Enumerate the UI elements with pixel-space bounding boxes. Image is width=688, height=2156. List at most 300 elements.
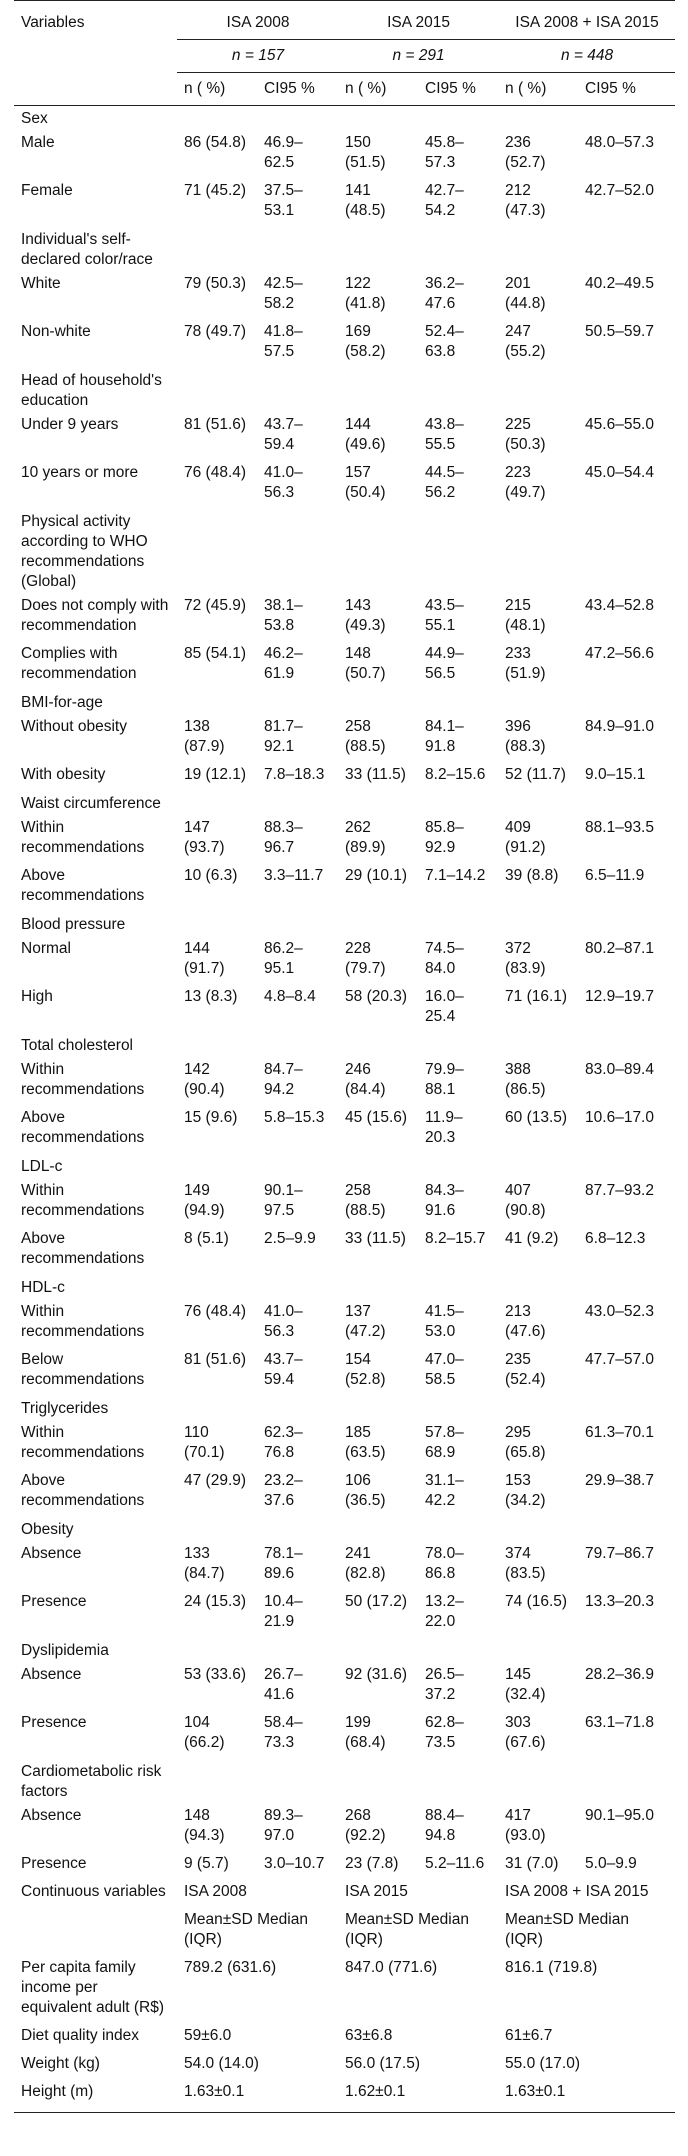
row-label: With obesity — [21, 766, 106, 783]
header-variables: Variables — [14, 1, 177, 40]
cell-count-percent: 409 (91.2) — [505, 819, 546, 856]
cell-count-percent: 148 (94.3) — [184, 1807, 225, 1844]
table-row — [14, 1590, 675, 1638]
table-row — [14, 131, 675, 179]
category-row — [14, 1759, 675, 1804]
cell-continuous-value: 55.0 (17.0) — [505, 2055, 580, 2072]
table-row — [14, 413, 675, 461]
cell-ci95: 83.0–89.4 — [585, 1061, 654, 1078]
cell-count-percent: 29 (10.1) — [345, 867, 408, 884]
row-label: Complies with recommendation — [21, 645, 137, 682]
category-label: Head of household's education — [21, 372, 162, 409]
row-label: Absence — [21, 1666, 82, 1683]
cell-count-percent: 138 (87.9) — [184, 718, 225, 755]
row-label: Without obesity — [21, 718, 127, 735]
cell-ci95: 74.5–84.0 — [425, 940, 464, 977]
cell-count-percent: 110 (70.1) — [184, 1424, 225, 1461]
cell-ci95: 79.7–86.7 — [585, 1545, 654, 1562]
cell-ci95: 13.2–22.0 — [425, 1593, 464, 1630]
cell-ci95: 41.5–53.0 — [425, 1303, 464, 1340]
table-row — [14, 1300, 675, 1348]
cell-count-percent: 262 (89.9) — [345, 819, 386, 856]
cell-ci95: 26.5–37.2 — [425, 1666, 464, 1703]
category-row — [14, 690, 675, 715]
cell-ci95: 3.3–11.7 — [264, 867, 324, 884]
cell-count-percent: 407 (90.8) — [505, 1182, 546, 1219]
cell-ci95: 9.0–15.1 — [585, 766, 646, 783]
cell-count-percent: 233 (51.9) — [505, 645, 546, 682]
cell-ci95: 88.1–93.5 — [585, 819, 654, 836]
cell-count-percent: 235 (52.4) — [505, 1351, 546, 1388]
cell-ci95: 44.9–56.5 — [425, 645, 464, 682]
cell-ci95: 8.2–15.7 — [425, 1230, 486, 1247]
cell-count-percent: 92 (31.6) — [345, 1666, 408, 1683]
cell-ci95: 36.2–47.6 — [425, 275, 464, 312]
row-label: Continuous variables — [21, 1883, 166, 1900]
cell-count-percent: 145 (32.4) — [505, 1666, 546, 1703]
category-label: Individual's self-declared color/race — [21, 231, 153, 268]
cell-count-percent: 71 (45.2) — [184, 182, 247, 199]
cell-count-percent: 71 (16.1) — [505, 988, 568, 1005]
table-row — [14, 1542, 675, 1590]
column-label-row — [14, 73, 675, 106]
row-label: Diet quality index — [21, 2027, 140, 2044]
cell-count-percent: 79 (50.3) — [184, 275, 247, 292]
cell-ci95: 46.9–62.5 — [264, 134, 303, 171]
category-row — [14, 912, 675, 937]
category-row — [14, 509, 675, 594]
cell-count-percent: 199 (68.4) — [345, 1714, 386, 1751]
cell-count-percent: 201 (44.8) — [505, 275, 546, 312]
row-label: Absence — [21, 1545, 82, 1562]
cell-ci95: 89.3–97.0 — [264, 1807, 303, 1844]
cell-ci95: 45.8–57.3 — [425, 134, 464, 171]
cell-count-percent: 228 (79.7) — [345, 940, 386, 977]
cell-continuous-value: 63±6.8 — [345, 2027, 393, 2044]
row-label: Female — [21, 182, 73, 199]
cell-count-percent: 169 (58.2) — [345, 323, 386, 360]
cell-ci95: 43.4–52.8 — [585, 597, 654, 614]
cell-ci95: 28.2–36.9 — [585, 1666, 654, 1683]
cell-ci95: 47.0–58.5 — [425, 1351, 464, 1388]
row-label: Within recommendations — [21, 1182, 145, 1219]
cell-count-percent: 258 (88.5) — [345, 718, 386, 755]
cell-ci95: 52.4–63.8 — [425, 323, 464, 360]
cell-count-percent: 246 (84.4) — [345, 1061, 386, 1098]
cell-ci95: 43.8–55.5 — [425, 416, 464, 453]
cell-count-percent: 33 (11.5) — [345, 766, 406, 783]
category-label: HDL-c — [21, 1279, 65, 1296]
cell-count-percent: 144 (49.6) — [345, 416, 386, 453]
cell-continuous-value: 54.0 (14.0) — [184, 2055, 259, 2072]
cell-count-percent: 295 (65.8) — [505, 1424, 546, 1461]
cell-count-percent: 225 (50.3) — [505, 416, 546, 453]
row-label: Presence — [21, 1714, 87, 1731]
cell-continuous-value: 816.1 (719.8) — [505, 1959, 598, 1976]
cell-ci95: 43.5–55.1 — [425, 597, 464, 634]
table-body — [14, 106, 675, 2113]
cell-count-percent: 133 (84.7) — [184, 1545, 225, 1582]
cell-count-percent: 106 (36.5) — [345, 1472, 386, 1509]
cell-ci95: 81.7–92.1 — [264, 718, 303, 755]
cell-ci95: 43.7–59.4 — [264, 416, 303, 453]
cell-continuous-value: ISA 2008 + ISA 2015 — [505, 1883, 649, 1900]
cell-count-percent: 303 (67.6) — [505, 1714, 546, 1751]
n-isa2015: n = 291 — [338, 40, 498, 73]
cell-count-percent: 149 (94.9) — [184, 1182, 225, 1219]
cell-count-percent: 13 (8.3) — [184, 988, 238, 1005]
row-label: Within recommendations — [21, 819, 145, 856]
row-label — [14, 1908, 177, 1956]
cell-count-percent: 213 (47.6) — [505, 1303, 546, 1340]
cell-ci95: 11.9–20.3 — [425, 1109, 463, 1146]
cell-count-percent: 81 (51.6) — [184, 1351, 247, 1368]
table-row — [14, 1663, 675, 1711]
cell-ci95: 7.1–14.2 — [425, 867, 486, 884]
cell-ci95: 4.8–8.4 — [264, 988, 316, 1005]
table-container — [14, 0, 675, 2113]
cell-ci95: 78.1–89.6 — [264, 1545, 303, 1582]
cell-count-percent: 212 (47.3) — [505, 182, 546, 219]
cell-ci95: 26.7–41.6 — [264, 1666, 303, 1703]
row-label: Absence — [21, 1807, 82, 1824]
cell-ci95: 48.0–57.3 — [585, 134, 654, 151]
cell-continuous-value: 847.0 (771.6) — [345, 1959, 438, 1976]
cell-continuous-value: ISA 2008 — [184, 1883, 247, 1900]
cell-ci95: 87.7–93.2 — [585, 1182, 654, 1199]
cell-continuous-value: 789.2 (631.6) — [184, 1959, 277, 1976]
category-row — [14, 1275, 675, 1300]
continuous-row — [14, 2080, 675, 2113]
cell-ci95: 12.9–19.7 — [585, 988, 654, 1005]
row-label: Per capita family income per equivalent adult (R$) — [21, 1959, 165, 2016]
n-isa2008: n = 157 — [177, 40, 338, 73]
cell-count-percent: 122 (41.8) — [345, 275, 386, 312]
table-row — [14, 272, 675, 320]
col-npct: n ( %) — [338, 73, 418, 106]
cell-continuous-value: 1.62±0.1 — [338, 2080, 498, 2113]
row-label: Does not comply with recommendation — [21, 597, 169, 634]
cell-ci95: 10.6–17.0 — [585, 1109, 654, 1126]
cell-ci95: 90.1–97.5 — [264, 1182, 303, 1219]
cell-ci95: 42.5–58.2 — [264, 275, 303, 312]
cell-ci95: 5.8–15.3 — [264, 1109, 325, 1126]
table-row — [14, 1804, 675, 1852]
cell-count-percent: 58 (20.3) — [345, 988, 408, 1005]
cell-count-percent: 60 (13.5) — [505, 1109, 568, 1126]
cell-ci95: 63.1–71.8 — [585, 1714, 654, 1731]
category-label: Blood pressure — [21, 916, 126, 933]
col-ci: CI95 % — [257, 73, 338, 106]
table-row — [14, 642, 675, 690]
cell-ci95: 42.7–54.2 — [425, 182, 464, 219]
category-label: BMI-for-age — [21, 694, 103, 711]
cell-count-percent: 76 (48.4) — [184, 464, 247, 481]
cell-count-percent: 15 (9.6) — [184, 1109, 238, 1126]
category-label: Total cholesterol — [21, 1037, 134, 1054]
row-label: Within recommendations — [21, 1303, 145, 1340]
cell-ci95: 84.1–91.8 — [425, 718, 464, 755]
cell-count-percent: 185 (63.5) — [345, 1424, 386, 1461]
cell-count-percent: 148 (50.7) — [345, 645, 386, 682]
row-label: Within recommendations — [21, 1061, 145, 1098]
cell-ci95: 41.0–56.3 — [264, 1303, 303, 1340]
cell-count-percent: 153 (34.2) — [505, 1472, 546, 1509]
cell-count-percent: 241 (82.8) — [345, 1545, 386, 1582]
cell-continuous-value: Mean±SD Median (IQR) — [184, 1911, 308, 1948]
cell-count-percent: 47 (29.9) — [184, 1472, 247, 1489]
cell-ci95: 79.9–88.1 — [425, 1061, 464, 1098]
cell-ci95: 80.2–87.1 — [585, 940, 654, 957]
table-row — [14, 985, 675, 1033]
cell-ci95: 78.0–86.8 — [425, 1545, 464, 1582]
row-label: High — [21, 988, 53, 1005]
category-row — [14, 1517, 675, 1542]
cell-count-percent: 137 (47.2) — [345, 1303, 386, 1340]
cell-ci95: 84.9–91.0 — [585, 718, 654, 735]
cell-ci95: 50.5–59.7 — [585, 323, 654, 340]
cell-ci95: 47.7–57.0 — [585, 1351, 654, 1368]
cell-count-percent: 81 (51.6) — [184, 416, 247, 433]
cell-ci95: 62.3–76.8 — [264, 1424, 303, 1461]
cell-continuous-value: Mean±SD Median (IQR) — [505, 1911, 629, 1948]
cell-continuous-value: Mean±SD Median (IQR) — [345, 1911, 469, 1948]
table-row — [14, 1179, 675, 1227]
cell-ci95: 42.7–52.0 — [585, 182, 654, 199]
cell-ci95: 7.8–18.3 — [264, 766, 325, 783]
characteristics-table — [14, 0, 675, 2113]
table-row — [14, 594, 675, 642]
cell-ci95: 41.8–57.5 — [264, 323, 303, 360]
row-label: Above recommendations — [21, 1109, 145, 1146]
cell-count-percent: 236 (52.7) — [505, 134, 546, 171]
cell-count-percent: 154 (52.8) — [345, 1351, 386, 1388]
continuous-row — [14, 1880, 675, 1908]
continuous-row — [14, 1956, 675, 2024]
category-row — [14, 106, 675, 132]
table-row — [14, 715, 675, 763]
cell-count-percent: 23 (7.8) — [345, 1855, 399, 1872]
n-combined: n = 448 — [498, 40, 675, 73]
table-row — [14, 320, 675, 368]
cell-count-percent: 396 (88.3) — [505, 718, 546, 755]
cell-ci95: 84.3–91.6 — [425, 1182, 464, 1219]
cell-continuous-value: 1.63±0.1 — [177, 2080, 338, 2113]
cell-ci95: 84.7–94.2 — [264, 1061, 303, 1098]
table-row — [14, 1711, 675, 1759]
cell-count-percent: 76 (48.4) — [184, 1303, 247, 1320]
cell-count-percent: 39 (8.8) — [505, 867, 559, 884]
cell-ci95: 6.5–11.9 — [585, 867, 645, 884]
cell-ci95: 41.0–56.3 — [264, 464, 303, 501]
row-label: White — [21, 275, 61, 292]
category-label: Triglycerides — [21, 1400, 109, 1417]
cell-count-percent: 19 (12.1) — [184, 766, 247, 783]
cell-ci95: 37.5–53.1 — [264, 182, 303, 219]
cell-count-percent: 223 (49.7) — [505, 464, 546, 501]
cell-ci95: 8.2–15.6 — [425, 766, 486, 783]
cell-ci95: 46.2–61.9 — [264, 645, 303, 682]
category-label: Physical activity according to WHO recommendations (Global) — [21, 513, 148, 590]
cell-ci95: 43.0–52.3 — [585, 1303, 654, 1320]
cell-count-percent: 144 (91.7) — [184, 940, 225, 977]
cell-count-percent: 74 (16.5) — [505, 1593, 568, 1610]
cell-count-percent: 268 (92.2) — [345, 1807, 386, 1844]
cell-count-percent: 50 (17.2) — [345, 1593, 408, 1610]
cell-ci95: 40.2–49.5 — [585, 275, 654, 292]
row-label: Height (m) — [14, 2080, 177, 2113]
cell-ci95: 2.5–9.9 — [264, 1230, 316, 1247]
cell-count-percent: 147 (93.7) — [184, 819, 225, 856]
row-label: Above recommendations — [21, 1472, 145, 1509]
cell-ci95: 3.0–10.7 — [264, 1855, 325, 1872]
category-row — [14, 1033, 675, 1058]
continuous-row — [14, 2024, 675, 2052]
cell-continuous-value: 1.63±0.1 — [498, 2080, 675, 2113]
row-label: Non-white — [21, 323, 91, 340]
cell-ci95: 88.4–94.8 — [425, 1807, 464, 1844]
cell-ci95: 16.0–25.4 — [425, 988, 464, 1025]
cell-count-percent: 8 (5.1) — [184, 1230, 229, 1247]
cell-count-percent: 41 (9.2) — [505, 1230, 559, 1247]
cell-ci95: 31.1–42.2 — [425, 1472, 464, 1509]
cell-count-percent: 85 (54.1) — [184, 645, 247, 662]
cell-count-percent: 150 (51.5) — [345, 134, 386, 171]
table-row — [14, 816, 675, 864]
row-label: Above recommendations — [21, 1230, 145, 1267]
cell-count-percent: 258 (88.5) — [345, 1182, 386, 1219]
cell-count-percent: 388 (86.5) — [505, 1061, 546, 1098]
col-npct: n ( %) — [177, 73, 257, 106]
cell-continuous-value: 61±6.7 — [505, 2027, 553, 2044]
header-row — [14, 1, 675, 40]
cell-ci95: 62.8–73.5 — [425, 1714, 464, 1751]
cell-count-percent: 78 (49.7) — [184, 323, 247, 340]
cell-ci95: 86.2–95.1 — [264, 940, 303, 977]
table-row — [14, 1469, 675, 1517]
table-row — [14, 1852, 675, 1880]
table-row — [14, 937, 675, 985]
cell-count-percent: 215 (48.1) — [505, 597, 546, 634]
cell-ci95: 85.8–92.9 — [425, 819, 464, 856]
cell-ci95: 38.1–53.8 — [264, 597, 303, 634]
table-row — [14, 864, 675, 912]
cell-continuous-value: ISA 2015 — [345, 1883, 408, 1900]
cell-ci95: 88.3–96.7 — [264, 819, 303, 856]
col-ci: CI95 % — [418, 73, 498, 106]
row-label: Within recommendations — [21, 1424, 145, 1461]
header-group-isa2015: ISA 2015 — [338, 1, 498, 40]
header-group-combined: ISA 2008 + ISA 2015 — [498, 1, 675, 40]
category-row — [14, 1154, 675, 1179]
cell-count-percent: 142 (90.4) — [184, 1061, 225, 1098]
row-label: Under 9 years — [21, 416, 119, 433]
cell-ci95: 45.0–54.4 — [585, 464, 654, 481]
cell-count-percent: 24 (15.3) — [184, 1593, 247, 1610]
table-row — [14, 1348, 675, 1396]
row-label: Weight (kg) — [21, 2055, 100, 2072]
category-label: Cardiometabolic risk factors — [21, 1763, 162, 1800]
cell-count-percent: 141 (48.5) — [345, 182, 386, 219]
cell-count-percent: 53 (33.6) — [184, 1666, 247, 1683]
cell-count-percent: 31 (7.0) — [505, 1855, 559, 1872]
cell-ci95: 5.0–9.9 — [585, 1855, 637, 1872]
cell-ci95: 6.8–12.3 — [585, 1230, 646, 1247]
category-label: Obesity — [21, 1521, 74, 1538]
cell-count-percent: 86 (54.8) — [184, 134, 247, 151]
cell-ci95: 47.2–56.6 — [585, 645, 654, 662]
row-label: Above recommendations — [21, 867, 145, 904]
col-npct: n ( %) — [498, 73, 578, 106]
table-row — [14, 1421, 675, 1469]
cell-ci95: 43.7–59.4 — [264, 1351, 303, 1388]
row-label: 10 years or more — [21, 464, 139, 481]
cell-ci95: 61.3–70.1 — [585, 1424, 654, 1441]
row-label: Presence — [21, 1593, 87, 1610]
row-label: Normal — [21, 940, 71, 957]
cell-count-percent: 417 (93.0) — [505, 1807, 546, 1844]
cell-ci95: 13.3–20.3 — [585, 1593, 654, 1610]
table-row — [14, 1106, 675, 1154]
cell-count-percent: 72 (45.9) — [184, 597, 247, 614]
cell-count-percent: 143 (49.3) — [345, 597, 386, 634]
row-label: Presence — [21, 1855, 87, 1872]
category-row — [14, 227, 675, 272]
category-label: Sex — [21, 110, 48, 127]
table-row — [14, 461, 675, 509]
table-row — [14, 1058, 675, 1106]
table-row — [14, 179, 675, 227]
cell-count-percent: 372 (83.9) — [505, 940, 546, 977]
cell-ci95: 58.4–73.3 — [264, 1714, 303, 1751]
cell-ci95: 10.4–21.9 — [264, 1593, 303, 1630]
cell-count-percent: 374 (83.5) — [505, 1545, 546, 1582]
category-label: Dyslipidemia — [21, 1642, 109, 1659]
row-label: Below recommendations — [21, 1351, 145, 1388]
col-ci: CI95 % — [578, 73, 675, 106]
cell-count-percent: 45 (15.6) — [345, 1109, 408, 1126]
cell-continuous-value: 56.0 (17.5) — [345, 2055, 420, 2072]
category-label: Waist circumference — [21, 795, 161, 812]
header-group-isa2008: ISA 2008 — [177, 1, 338, 40]
cell-count-percent: 104 (66.2) — [184, 1714, 225, 1751]
category-row — [14, 791, 675, 816]
cell-ci95: 90.1–95.0 — [585, 1807, 654, 1824]
category-row — [14, 368, 675, 413]
cell-ci95: 5.2–11.6 — [425, 1855, 485, 1872]
cell-ci95: 23.2–37.6 — [264, 1472, 303, 1509]
cell-count-percent: 33 (11.5) — [345, 1230, 406, 1247]
table-row — [14, 1227, 675, 1275]
cell-ci95: 44.5–56.2 — [425, 464, 464, 501]
continuous-row — [14, 1908, 675, 1956]
category-row — [14, 1638, 675, 1663]
category-row — [14, 1396, 675, 1421]
category-label: LDL-c — [21, 1158, 63, 1175]
cell-count-percent: 157 (50.4) — [345, 464, 386, 501]
cell-ci95: 45.6–55.0 — [585, 416, 654, 433]
sample-size-row — [14, 40, 675, 73]
cell-ci95: 29.9–38.7 — [585, 1472, 654, 1489]
cell-continuous-value: 59±6.0 — [184, 2027, 232, 2044]
cell-ci95: 57.8–68.9 — [425, 1424, 464, 1461]
cell-count-percent: 9 (5.7) — [184, 1855, 229, 1872]
row-label: Male — [21, 134, 55, 151]
cell-count-percent: 10 (6.3) — [184, 867, 238, 884]
cell-count-percent: 247 (55.2) — [505, 323, 546, 360]
cell-count-percent: 52 (11.7) — [505, 766, 566, 783]
continuous-row — [14, 2052, 675, 2080]
